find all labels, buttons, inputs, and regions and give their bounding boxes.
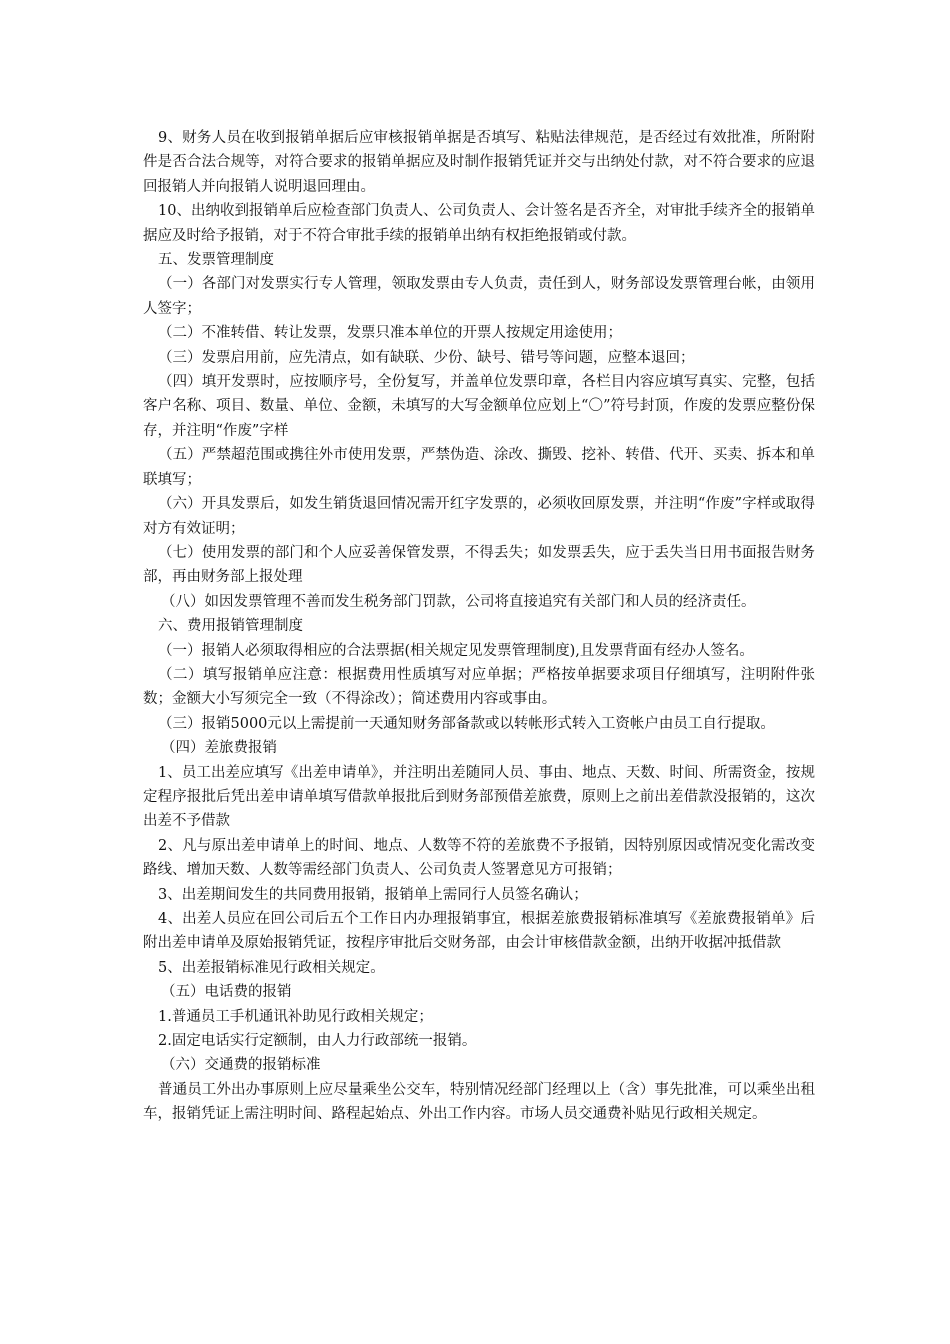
section-heading-invoice: 五、发票管理制度 <box>158 252 274 269</box>
paragraph-expense-1: （一）报销人必须取得相应的合法票据(相关规定见发票管理制度),且发票背面有经办人签名。 <box>158 642 754 659</box>
paragraph-invoice-6: （六）开具发票后，如发生销货退回情况需开红字发票的，必须收回原发票，并注明“作废”字样或取得对方有效证明； <box>143 496 815 537</box>
paragraph-item-10: 10、出纳收到报销单后应检查部门负责人、公司负责人、会计签名是否齐全，对审批手续齐全的报销单据应及时给予报销，对于不符合审批手续的报销单出纳有权拒绝报销或付款。 <box>143 203 815 244</box>
paragraph-invoice-8: （八）如因发票管理不善而发生税务部门罚款，公司将直接追究有关部门和人员的经济责任。 <box>161 593 756 610</box>
paragraph-travel-2: 2、凡与原出差申请单上的时间、地点、人数等不符的差旅费不予报销，因特别原因或情况变化需改变路线、增加天数、人数等需经部门负责人、公司负责人签署意见方可报销； <box>143 837 815 879</box>
subsection-heading-transport: （六）交通费的报销标准 <box>161 1057 321 1074</box>
paragraph-invoice-2: （二）不准转借、转让发票，发票只准本单位的开票人按规定用途使用； <box>158 325 622 342</box>
paragraph-phone-2: 2.固定电话实行定额制，由人力行政部统一报销。 <box>158 1033 477 1050</box>
paragraph-travel-3: 3、出差期间发生的共同费用报销，报销单上需同行人员签名确认； <box>158 886 588 903</box>
document-body <box>143 126 815 1127</box>
paragraph-expense-3: （三）报销5000元以上需提前一天通知财务部备款或以转帐形式转入工资帐户由员工自行提取。 <box>158 715 775 732</box>
paragraph-invoice-7: （七）使用发票的部门和个人应妥善保管发票，不得丢失；如发票丢失，应于丢失当日用书面报告财务部，再由财务部上报处理 <box>143 544 815 586</box>
paragraph-travel-1: 1、员工出差应填写《出差申请单》，并注明出差随同人员、事由、地点、天数、时间、所需资金，按规定程序报批后凭出差申请单填写借款单报批后到财务部预借差旅费，原则上之前出差借款没报销的，这次出差不予借款 <box>143 764 815 830</box>
paragraph-invoice-1: （一）各部门对发票实行专人管理，领取发票由专人负责，责任到人，财务部设发票管理台帐，由领用人签字； <box>143 276 815 317</box>
subsection-heading-travel: （四）差旅费报销 <box>161 740 277 757</box>
paragraph-travel-4: 4、出差人员应在回公司后五个工作日内办理报销事宜，根据差旅费报销标准填写《差旅费报销单》后附出差申请单及原始报销凭证，按程序审批后交财务部，由会计审核借款金额，出纳开收据冲抵借款 <box>143 911 815 952</box>
paragraph-phone-1: 1.普通员工手机通讯补助见行政相关规定； <box>158 1008 433 1025</box>
subsection-heading-phone: （五）电话费的报销 <box>161 984 292 1001</box>
paragraph-item-9: 9、财务人员在收到报销单据后应审核报销单据是否填写、粘贴法律规范，是否经过有效批准，所附附件是否合法合规等，对符合要求的报销单据应及时制作报销凭证并交与出纳处付款，对不符合要求的应退回报销人并向报销人说明退回理由。 <box>143 130 815 195</box>
paragraph-invoice-4: （四）填开发票时，应按顺序号，全份复写，并盖单位发票印章，各栏目内容应填写真实、完整，包括客户名称、项目、数量、单位、金额，未填写的大写金额单位应划上“〇”符号封顶，作废的发票应整份保存，并注明“作废”字样 <box>143 374 815 439</box>
paragraph-invoice-3: （三）发票启用前，应先清点，如有缺联、少份、缺号、错号等问题，应整本退回； <box>158 349 695 366</box>
paragraph-transport-1: 普通员工外出办事原则上应尽量乘坐公交车，特别情况经部门经理以上（含）事先批准，可以乘坐出租车，报销凭证上需注明时间、路程起始点、外出工作内容。市场人员交通费补贴见行政相关规定。 <box>143 1081 815 1123</box>
section-heading-expense: 六、费用报销管理制度 <box>158 618 303 635</box>
paragraph-expense-2: （二）填写报销单应注意：根据费用性质填写对应单据；严格按单据要求项目仔细填写，注明附件张数；金额大小写须完全一致（不得涂改）；简述费用内容或事由。 <box>143 666 815 708</box>
paragraph-travel-5: 5、出差报销标准见行政相关规定。 <box>158 959 385 976</box>
paragraph-invoice-5: （五）严禁超范围或携往外市使用发票，严禁伪造、涂改、撕毁、挖补、转借、代开、买卖、拆本和单联填写； <box>143 447 815 488</box>
